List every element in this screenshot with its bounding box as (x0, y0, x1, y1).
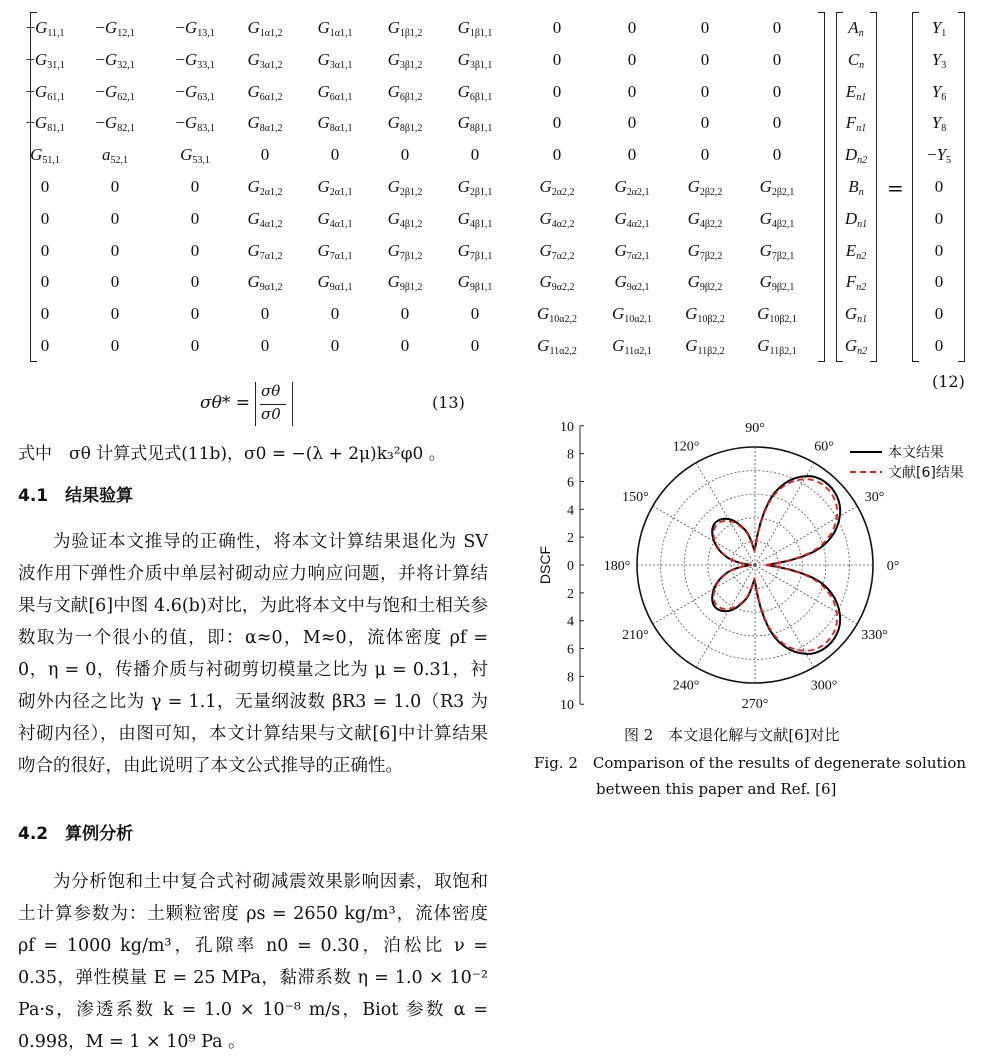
matrix-cell: 0 (40, 272, 50, 292)
rhs-vector-entry: 0 (934, 177, 944, 196)
unknown-vector-entry: $E_{n1}$ (845, 81, 867, 103)
section-4-2-body (18, 866, 488, 1058)
paragraph-4-2: 为分析饱和土中复合式衬砌减震效果影响因素，取饱和土计算参数为：土颗粒密度 ρs = 2650 kg/m³，流体密度 ρf = 1000 kg/m³，孔隙率 n0 = 0.30，泊松比 ν = 0.35，弹性模量 E = 25 MPa，黏滞系数 η = 1.0 × 10⁻² Pa·s，渗透系数 k = 1.0 × 10⁻⁸ m/s，Biot 参数 α = 0.998，M = 1 × 10⁹ Pa 。 (18, 872, 488, 1052)
matrix-cell: $G_{11\alpha 2,2}$ (537, 336, 577, 357)
matrix-cell: 0 (700, 49, 710, 69)
equation-number-13: (13) (432, 393, 465, 412)
matrix-cell: $G_{11\alpha 2,1}$ (612, 336, 652, 357)
matrix-cell: $G_{9\alpha 1,2}$ (247, 272, 283, 294)
matrix-cell: $G_{9\alpha 1,1}$ (317, 272, 353, 294)
angle-tick-label: 270° (741, 697, 769, 712)
matrix-cell: 0 (110, 336, 120, 355)
rhs-vector-entry: 0 (934, 208, 944, 228)
matrix-cell: $G_{4\alpha 1,1}$ (317, 208, 353, 230)
y-tick-label: 2 (567, 586, 574, 602)
where-line: 式中 σθ 计算式见式(11b)，σ0 = −(λ + 2μ)k₃²φ0 。 (18, 444, 446, 464)
legend-label: 本文结果 (888, 445, 944, 461)
matrix-cell: 0 (110, 208, 120, 228)
matrix-cell: $G_{4\beta 2,1}$ (759, 208, 795, 230)
matrix-cell: $-G_{12,1}$ (95, 18, 135, 39)
y-tick-label: 10 (560, 698, 574, 712)
matrix-cell: $G_{1\alpha 1,1}$ (317, 18, 353, 39)
eq13-denominator: σ0 (261, 405, 281, 423)
unknown-vector-entry: $D_{n2}$ (844, 145, 868, 167)
matrix-cell: 0 (330, 304, 340, 324)
matrix-cell: 0 (190, 177, 200, 196)
matrix-cell: 0 (40, 336, 50, 355)
unknown-vector-entry: $C_n$ (847, 49, 865, 71)
matrix-cell: 0 (190, 336, 200, 355)
matrix-cell: $G_{9\alpha 2,2}$ (539, 272, 575, 294)
figure-2 (520, 412, 990, 712)
matrix-cell: 0 (470, 336, 480, 355)
polar-grid-spoke (755, 565, 857, 624)
matrix-cell: 0 (700, 113, 710, 133)
matrix-cell: $-G_{32,1}$ (95, 49, 135, 71)
polar-grid-spoke (696, 565, 755, 667)
equation-number-12: (12) (932, 372, 965, 391)
angle-tick-label: 180° (603, 559, 631, 574)
matrix-cell: $G_{11\beta 2,2}$ (685, 336, 725, 357)
matrix-cell: $G_{7\alpha 2,1}$ (614, 240, 650, 262)
rhs-vector-entry: $Y_8$ (931, 113, 947, 135)
matrix-cell: 0 (330, 145, 340, 165)
matrix-cell: $G_{6\alpha 1,1}$ (317, 81, 353, 103)
matrix-cell: $-G_{82,1}$ (95, 113, 135, 135)
section-4-1-heading: 4.1 结果验算 (18, 486, 134, 506)
matrix-cell: $G_{7\alpha 1,2}$ (247, 240, 283, 262)
matrix-cell: 0 (772, 18, 782, 37)
matrix-cell: 0 (627, 18, 637, 37)
matrix-cell: $G_{6\beta 1,2}$ (387, 81, 423, 103)
matrix-cell: $-G_{81,1}$ (25, 113, 65, 135)
matrix-cell: $G_{8\beta 1,1}$ (457, 113, 493, 135)
y-tick-label: 4 (567, 614, 574, 630)
matrix-cell: 0 (700, 18, 710, 37)
matrix-cell: $G_{3\alpha 1,2}$ (247, 49, 283, 71)
polar-grid-spoke (653, 565, 755, 624)
angle-tick-label: 30° (864, 490, 885, 505)
matrix-cell: $-G_{63,1}$ (175, 81, 215, 103)
unknown-vector-entry: $F_{n1}$ (845, 113, 867, 135)
matrix-cell: 0 (190, 272, 200, 292)
eq13-lhs: σθ* = (200, 393, 250, 413)
matrix-cell: $G_{7\alpha 1,1}$ (317, 240, 353, 262)
matrix-cell: $G_{51,1}$ (30, 145, 60, 167)
matrix-cell: 0 (470, 304, 480, 324)
matrix-cell: $G_{7\beta 2,2}$ (687, 240, 723, 262)
angle-tick-label: 330° (861, 628, 888, 643)
matrix-cell: 0 (400, 145, 410, 165)
matrix-cell: $G_{2\alpha 2,2}$ (539, 177, 575, 198)
matrix-cell: $G_{8\beta 1,2}$ (387, 113, 423, 135)
figure-caption-cn: 图 2 本文退化解与文献[6]对比 (624, 726, 840, 744)
matrix-cell: 0 (330, 336, 340, 355)
matrix-cell: $G_{9\beta 1,2}$ (387, 272, 423, 294)
matrix-cell: $G_{8\alpha 1,1}$ (317, 113, 353, 135)
rhs-vector-entry: 0 (934, 272, 944, 292)
section-4-1-body (18, 526, 488, 782)
matrix-cell: $G_{3\beta 1,2}$ (387, 49, 423, 71)
matrix-cell: 0 (772, 49, 782, 69)
polar-chart (520, 412, 990, 712)
angle-tick-label: 210° (622, 628, 649, 643)
matrix-cell: $G_{2\alpha 1,2}$ (247, 177, 283, 198)
matrix-cell: $G_{3\alpha 1,1}$ (317, 49, 353, 71)
matrix-cell: $G_{10\alpha 2,1}$ (611, 304, 653, 326)
matrix-cell: $G_{1\beta 1,1}$ (457, 18, 493, 39)
matrix-cell: $G_{10\beta 2,1}$ (757, 304, 797, 326)
y-tick-label: 6 (567, 642, 574, 658)
matrix-cell: 0 (552, 81, 562, 101)
matrix-cell: 0 (700, 81, 710, 101)
matrix-cell: $G_{2\beta 2,2}$ (687, 177, 723, 198)
matrix-cell: $-G_{62,1}$ (95, 81, 135, 103)
unknown-vector-entry: $G_{n2}$ (844, 336, 868, 357)
matrix-right-bracket (818, 12, 825, 362)
equation-13 (200, 380, 490, 430)
matrix-cell: 0 (40, 240, 50, 260)
matrix-cell: $G_{1\alpha 1,2}$ (247, 18, 283, 39)
matrix-cell: 0 (190, 304, 200, 324)
matrix-cell: 0 (190, 240, 200, 260)
matrix-cell: $G_{8\alpha 1,2}$ (247, 113, 283, 135)
matrix-cell: 0 (772, 145, 782, 165)
matrix-cell: $G_{9\beta 2,2}$ (687, 272, 723, 294)
matrix-cell: 0 (400, 304, 410, 324)
matrix-cell: 0 (400, 336, 410, 355)
matrix-cell: 0 (552, 49, 562, 69)
matrix-cell: 0 (552, 113, 562, 133)
eq13-numerator: σθ (261, 382, 281, 400)
matrix-cell: 0 (552, 145, 562, 165)
matrix-cell: 0 (260, 304, 270, 324)
y-tick-label: 8 (567, 670, 574, 686)
angle-tick-label: 120° (672, 439, 700, 455)
matrix-cell: 0 (627, 145, 637, 165)
equals-sign: = (887, 176, 904, 200)
matrix-cell: $G_{4\beta 1,1}$ (457, 208, 493, 230)
matrix-cell: 0 (110, 304, 120, 324)
matrix-cell: $G_{7\beta 1,1}$ (457, 240, 493, 262)
y-tick-label: 2 (567, 531, 574, 547)
matrix-cell: $-G_{33,1}$ (175, 49, 215, 71)
matrix-cell: 0 (40, 177, 50, 196)
unknown-vector-entry: $E_{n2}$ (845, 240, 867, 262)
paragraph-4-1: 为验证本文推导的正确性，将本文计算结果退化为 SV 波作用下弹性介质中单层衬砌动应力响应问题，并将计算结果与文献[6]中图 4.6(b)对比，为此将本文中与饱和土相关参数取为一个很小的值，即：α≈0，M≈0，流体密度 ρf = 0，η = 0，传播介质与衬砌剪切模量之比为 μ = 0.31，衬砌外内径之比为 γ = 1.1，无量纲波数 βR3 = 1.0（R3 为衬砌内径），由图可知，本文计算结果与文献[6]中计算结果吻合的很好，由此说明了本文公式推导的正确性。 (18, 532, 488, 776)
figure-caption-en-1: Fig. 2 Comparison of the results of degenerate solution (534, 754, 967, 772)
matrix-cell: $G_{11\beta 2,1}$ (757, 336, 797, 357)
matrix-cell: $G_{7\beta 2,1}$ (759, 240, 795, 262)
matrix-cell: 0 (772, 81, 782, 101)
matrix-cell: $G_{2\alpha 2,1}$ (614, 177, 650, 198)
angle-tick-label: 240° (672, 678, 700, 694)
matrix-cell: $G_{9\alpha 2,1}$ (614, 272, 650, 294)
section-4-2-heading: 4.2 算例分析 (18, 824, 134, 844)
matrix-cell: $G_{7\beta 1,2}$ (387, 240, 423, 262)
y-axis-label: DSCF (537, 545, 553, 585)
angle-tick-label: 150° (622, 490, 649, 505)
matrix-cell: $G_{2\beta 1,1}$ (457, 177, 493, 198)
matrix-cell: $G_{6\alpha 1,2}$ (247, 81, 283, 103)
y-tick-label: 10 (560, 419, 574, 435)
matrix-cell: $G_{2\beta 2,1}$ (759, 177, 795, 198)
matrix-cell: $G_{1\beta 1,2}$ (387, 18, 423, 39)
matrix-cell: 0 (110, 177, 120, 196)
rhs-vector-entry: 0 (934, 304, 944, 324)
matrix-cell: 0 (627, 81, 637, 101)
matrix-cell: $G_{7\alpha 2,2}$ (539, 240, 575, 262)
y-tick-label: 0 (567, 559, 574, 574)
polar-grid-spoke (653, 506, 755, 565)
matrix-cell: 0 (40, 208, 50, 228)
matrix-cell: $a_{52,1}$ (102, 145, 128, 167)
matrix-cell: $G_{2\alpha 1,1}$ (317, 177, 353, 198)
matrix-cell: $G_{10\alpha 2,2}$ (536, 304, 578, 326)
angle-tick-label: 60° (814, 439, 834, 455)
rhs-vector-entry: $Y_1$ (931, 18, 947, 39)
unknown-vector-entry: $A_n$ (848, 18, 864, 39)
rhs-vector-entry: $Y_6$ (931, 81, 947, 103)
unknown-vector-entry: $F_{n2}$ (845, 272, 867, 294)
matrix-cell: $-G_{31,1}$ (25, 49, 65, 71)
rhs-vector-entry: $Y_3$ (931, 49, 947, 71)
matrix-cell: 0 (190, 208, 200, 228)
matrix-cell: $-G_{61,1}$ (25, 81, 65, 103)
matrix-cell: 0 (260, 336, 270, 355)
angle-tick-label: 300° (810, 678, 838, 694)
matrix-cell: 0 (700, 145, 710, 165)
matrix-cell: $-G_{83,1}$ (175, 113, 215, 135)
matrix-cell: 0 (260, 145, 270, 165)
legend-label: 文献[6]结果 (888, 465, 964, 481)
matrix-cell: $G_{9\beta 1,1}$ (457, 272, 493, 294)
matrix-cell: 0 (40, 304, 50, 324)
matrix-cell: $G_{4\beta 2,2}$ (687, 208, 723, 230)
matrix-cell: $G_{10\beta 2,2}$ (685, 304, 725, 326)
y-tick-label: 6 (567, 475, 574, 491)
matrix-cell: $G_{3\beta 1,1}$ (457, 49, 493, 71)
matrix-cell: $-G_{11,1}$ (25, 18, 65, 39)
matrix-cell: 0 (772, 113, 782, 133)
matrix-cell: $G_{6\beta 1,1}$ (457, 81, 493, 103)
matrix-cell: 0 (110, 240, 120, 260)
matrix-cell: 0 (627, 113, 637, 133)
rhs-vector-entry: 0 (934, 336, 944, 355)
matrix-cell: 0 (552, 18, 562, 37)
matrix-cell: $G_{4\alpha 2,2}$ (539, 208, 575, 230)
angle-tick-label: 0° (886, 559, 900, 574)
polar-grid-spoke (696, 463, 755, 565)
angle-tick-label: 90° (745, 421, 765, 436)
matrix-cell: $G_{9\beta 2,1}$ (759, 272, 795, 294)
figure-caption-en-2: between this paper and Ref. [6] (596, 780, 837, 798)
rhs-vector-entry: 0 (934, 240, 944, 260)
unknown-vector-entry: $B_n$ (848, 177, 864, 198)
matrix-cell: $G_{2\beta 1,2}$ (387, 177, 423, 198)
matrix-cell: 0 (470, 145, 480, 165)
matrix-cell: 0 (110, 272, 120, 292)
matrix-cell: $G_{53,1}$ (180, 145, 210, 167)
y-tick-label: 8 (567, 447, 574, 463)
unknown-vector-entry: $D_{n1}$ (844, 208, 868, 230)
y-tick-label: 4 (567, 503, 574, 519)
matrix-cell: $G_{4\alpha 2,1}$ (614, 208, 650, 230)
matrix-cell: $G_{4\beta 1,2}$ (387, 208, 423, 230)
polar-grid-spoke (755, 506, 857, 565)
rhs-vector-entry: $-Y_5$ (926, 145, 952, 167)
matrix-cell: 0 (627, 49, 637, 69)
matrix-cell: $G_{4\alpha 1,2}$ (247, 208, 283, 230)
matrix-cell: $-G_{13,1}$ (175, 18, 215, 39)
unknown-vector-entry: $G_{n1}$ (844, 304, 868, 326)
